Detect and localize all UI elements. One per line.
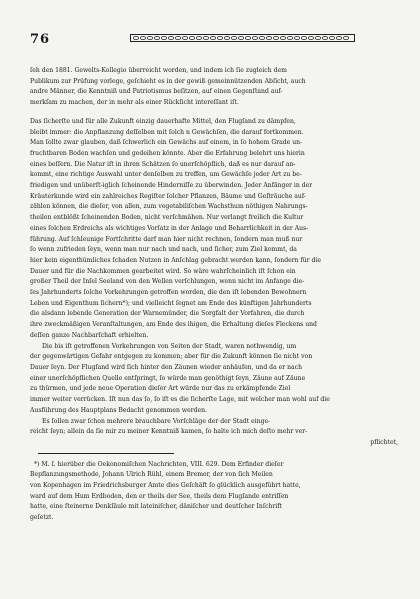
- text-line: Man ſollte zwar glauben, daß ſchwerlich ein Gewächs auf einem, in ſo hohem Grade un-: [30, 139, 303, 147]
- footnote-line: *) M. ſ. hierüber die Oekonomiſchen Nachrichten, VIII. 629. Dem Erfinder dieſer: [34, 460, 284, 468]
- text-line: reicht ſeyn; allein da ſie mir zu meiner Kenntniß kamen, ſo halte ich mich deſto mehr ver-: [30, 428, 308, 436]
- text-line: hier kein eigenthümliches ſchaden Nutzen in Anſchlag gebracht werden kann, ſondern für die: [30, 256, 321, 264]
- main-paragraph-3-end: [30, 438, 398, 449]
- paragraph-end-word: pflichtet,: [370, 438, 398, 446]
- text-line: kommt, eine richtige Auswahl unter denſelben zu treffen, um Gewächſe jeder Art zu be-: [30, 171, 302, 179]
- text-line: Dauer ſeyn. Der Flugſand wird ſich hinter den Zäunen wieder anhäufen, und da er nach: [30, 363, 302, 371]
- text-line: Leben und Eigenthum ſichern*); und vielleicht ſegnet am Ende des künftigen Jahrhunderts: [30, 299, 312, 307]
- footnote-line: geſetzt.: [30, 514, 54, 522]
- text-line: Publikum zur Prüfung vorlege, geſchieht es in der gewiß gemeinnützenden Abſicht, auch: [30, 77, 306, 85]
- text-line: führung. Auf ſchleunige Fortſchritte darf man hier nicht rechnen, ſondern man muß nur: [30, 235, 303, 243]
- text-line: zählen können, die dieſer, von allen, zum vegetabiliſchen Wachsthum nöthigen Nahrungs-: [30, 203, 308, 211]
- footnote-line: ward auf dem Hum Erdboden, den er theils der See, theils dem Flugſande entriſſen: [30, 492, 289, 500]
- text-line: eines beſſern. Die Natur iſt in ihren Schätzen ſo unerſchöpflich, daß es nur darauf an-: [30, 160, 296, 168]
- text-line: immer weiter verrücken. Iſt nun das ſo, ſo iſt es die ſicherſte Lage, mit welcher man wohl auf die: [30, 396, 330, 404]
- text-line: deſſen ganze Nachbarſchaft erhielten.: [30, 331, 149, 339]
- text-line: fruchtbaren Boden wachſen und gedeihen könnte. Aber die Erfahrung belehrt uns hierin: [30, 149, 305, 157]
- main-paragraph-1: [30, 117, 398, 342]
- text-line: ihre zweckmäßigen Veranſtaltungen, am Ende des ihigen, die Erhaltung dieſes Fleckens und: [30, 321, 317, 329]
- text-line: der gegenwärtigen Gefahr entgegen zu kommen; aber für die Zukunft können ſie nicht von: [30, 353, 313, 361]
- text-line: zu thürmen, und jede neue Operation dieſer Art würde nur das zu erkämpfende Ziel: [30, 385, 291, 393]
- text-line: Es ſollen zwar ſchon mehrere brauchbare Vorſchläge der der Stadt einge-: [42, 417, 271, 425]
- footnote-line: hatte, eine ſteinerne Denkſäule mit lateiniſcher, däniſcher und deutſcher Inſchrift: [30, 503, 282, 511]
- page-header: [30, 32, 398, 52]
- text-line: einer unerſchöpflichen Quelle entſpringt, ſo würde man genöthigt ſeyn, Zäune auf Zäune: [30, 374, 306, 382]
- text-line: Dauer und für die Nachkommen gearbeitet wird. So wäre wahrſcheinlich iſt ſchon ein: [30, 267, 296, 275]
- text-line: die alsdann lebende Generation der Warnemünder, die Sorgfalt der Vorfahren, die durch: [30, 310, 305, 318]
- text-line: Kräuterkunde wird ein zahlreiches Regiſter ſolcher Pflanzen, Bäume und Geſträuche auf-: [30, 192, 306, 200]
- header-ornament: [130, 34, 355, 42]
- text-line: ſes Jahrhunderts ſolche Vorkehrungen getroffen worden, die den iſt lebenden Bewohnern: [30, 289, 307, 297]
- text-line: theilen entblößt ſcheinenden Boden, nicht verſchmähen. Nur verlangt freilich die Kultur: [30, 214, 304, 222]
- text-line: eines ſolchen Erdreichs als wichtiges Vorſatz in der Anlage und Beharrlichkeit in der Aus-: [30, 224, 309, 232]
- text-line: großer Theil der Inſel Seeland von den Wellen verſchlungen, wenn nicht im Anfange die-: [30, 278, 305, 286]
- main-paragraph-2: [30, 342, 398, 417]
- footnote-line: von Kopenhagen im Friedrichsburger Amte dies Geſchäft ſo glücklich ausgeführt hatte,: [30, 482, 301, 490]
- page-number: 76: [30, 32, 51, 47]
- text-line: ſo wenn zufrieden ſeyn, wenn man nur nach und nach, und ſicher, zum Ziel kommt, da: [30, 246, 297, 254]
- text-line: Ausführung des Hauptplans Bedacht genommen werden.: [30, 406, 207, 414]
- text-line: Die bis iſt getroffenen Vorkehrungen von Seiten der Stadt, waren nothwendig, um: [42, 342, 297, 350]
- text-line: friedigen und unüberſt-iglich ſcheinende Hinderniſſe zu überwinden. Jeder Anfänger in der: [30, 182, 313, 190]
- footnote-divider: [38, 453, 174, 454]
- text-line: merkſam zu machen, der in mehr als einer Rückſicht intereſſant iſt.: [30, 99, 239, 107]
- text-line: andre Männer, die Kenntniß und Patriotismus beſitzen, auf einen Gegenſtand auf-: [30, 88, 283, 96]
- text-line: bleibt immer: die Anpflanzung deſſelben mit ſolch n Gewächſen, die darauf fortkommen.: [30, 128, 304, 136]
- text-line: ſeh den 1881. Gewelts-Kollegio überreicht worden, und indem ich ſie zugleich dem: [30, 67, 287, 74]
- footnote-line: Bepflanzungsmethode, Johann Ulrich Rühl, einem Bremer, der von ſich Meilen: [30, 471, 273, 479]
- text-line: Das ſicherſte und für alle Zukunft einzig dauerhafte Mittel, den Flugſand zu dämpfen,: [30, 117, 296, 125]
- intro-paragraph: [30, 66, 398, 109]
- main-paragraph-3: [30, 417, 398, 438]
- footnote: [30, 460, 398, 524]
